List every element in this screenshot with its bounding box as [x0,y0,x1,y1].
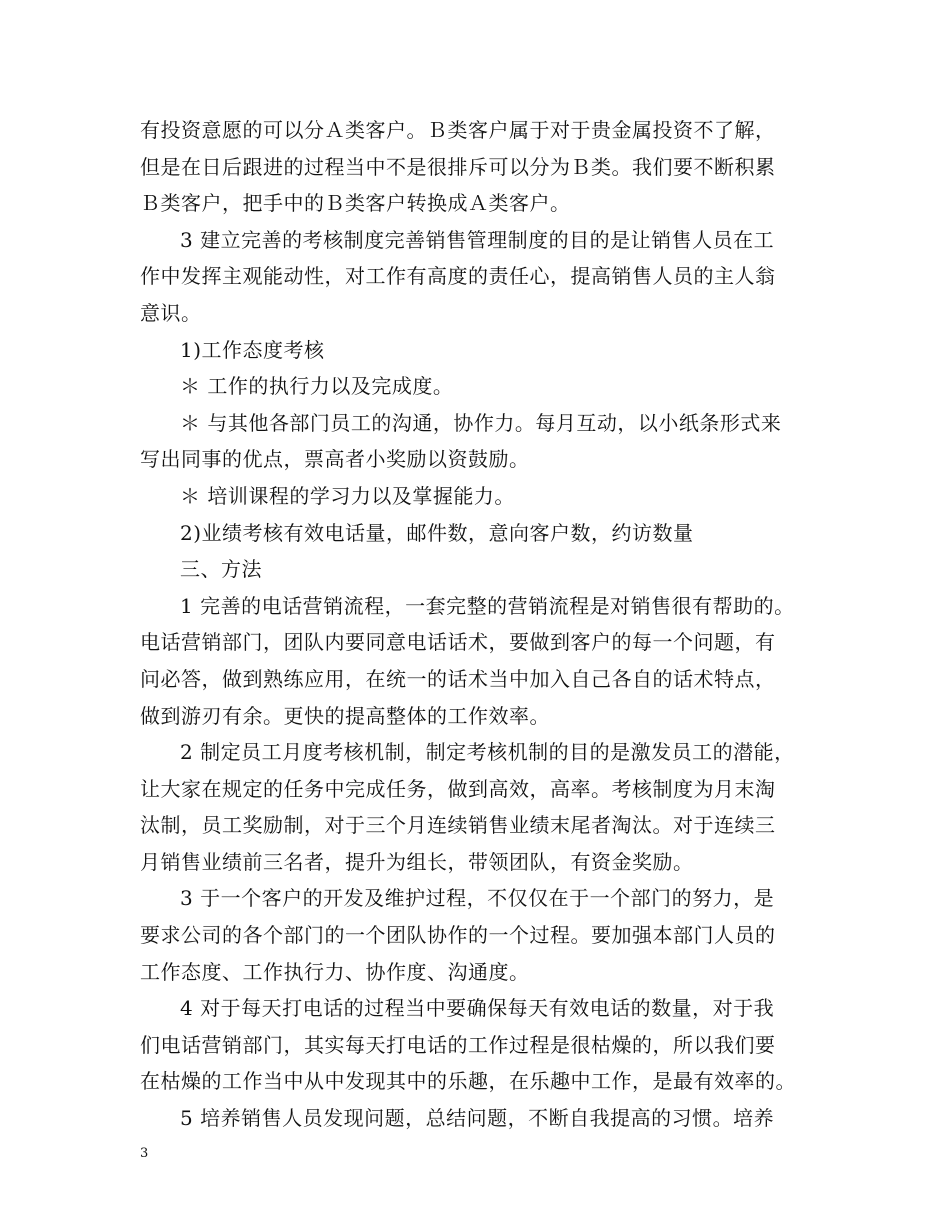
text-line: ＊ 与其他各部门员工的沟通，协作力。每月互动，以小纸条形式来 [180,410,782,435]
text-line: 1 完善的电话营销流程，一套完整的营销流程是对销售很有帮助的。 [180,593,795,618]
text-line: 2 制定员工月度考核机制，制定考核机制的目的是激发员工的潜能， [180,740,795,765]
text-line: ＊ 培训课程的学习力以及掌握能力。 [180,483,515,508]
text-line: ＊ 工作的执行力以及完成度。 [180,374,454,399]
text-line: 让大家在规定的任务中完成任务，做到高效，高率。考核制度为月末淘 [140,776,776,801]
text-line: 问必答，做到熟练应用，在统一的话术当中加入自己各自的话术特点， [140,666,776,691]
page-number: 3 [140,1146,149,1161]
text-line: 3 于一个客户的开发及维护过程，不仅仅在于一个部门的努力，是 [180,886,775,911]
text-line: 写出同事的优点，票高者小奖励以资鼓励。 [140,447,530,472]
text-line: 3 建立完善的考核制度完善销售管理制度的目的是让销售人员在工 [180,227,775,252]
text-line: 1)工作态度考核 [180,337,325,362]
text-line: 三、方法 [180,557,262,582]
text-line: 有投资意愿的可以分Ａ类客户。Ｂ类客户属于对于贵金属投资不了解， [140,118,776,142]
text-line: 但是在日后跟进的过程当中不是很排斥可以分为Ｂ类。我们要不断积累 [140,154,776,179]
text-line: 4 对于每天打电话的过程当中要确保每天有效电话的数量，对于我 [180,996,775,1021]
text-line: 们电话营销部门，其实每天打电话的工作过程是很枯燥的，所以我们要 [140,1032,776,1057]
text-line: Ｂ类客户，把手中的Ｂ类客户转换成Ａ类客户。 [140,191,571,216]
text-line: 在枯燥的工作当中从中发现其中的乐趣，在乐趣中工作，是最有效率的。 [140,1069,796,1094]
text-line: 作中发挥主观能动性，对工作有高度的责任心，提高销售人员的主人翁 [140,264,776,289]
text-line: 工作态度、工作执行力、协作度、沟通度。 [140,959,530,984]
text-line: 5 培养销售人员发现问题，总结问题，不断自我提高的习惯。培养 [180,1106,775,1131]
text-line: 意识。 [140,300,202,325]
text-line: 电话营销部门，团队内要同意电话话术，要做到客户的每一个问题，有 [140,630,776,655]
text-line: 做到游刃有余。更快的提高整体的工作效率。 [140,703,550,728]
text-line: 2)业绩考核有效电话量，邮件数，意向客户数，约访数量 [180,520,694,545]
text-line: 汰制，员工奖励制，对于三个月连续销售业绩末尾者淘汰。对于连续三 [140,813,776,838]
text-line: 要求公司的各个部门的一个团队协作的一个过程。要加强本部门人员的 [140,923,776,948]
document-body [140,112,820,1137]
text-line: 月销售业绩前三名者，提升为组长，带领团队，有资金奖励。 [140,849,694,874]
